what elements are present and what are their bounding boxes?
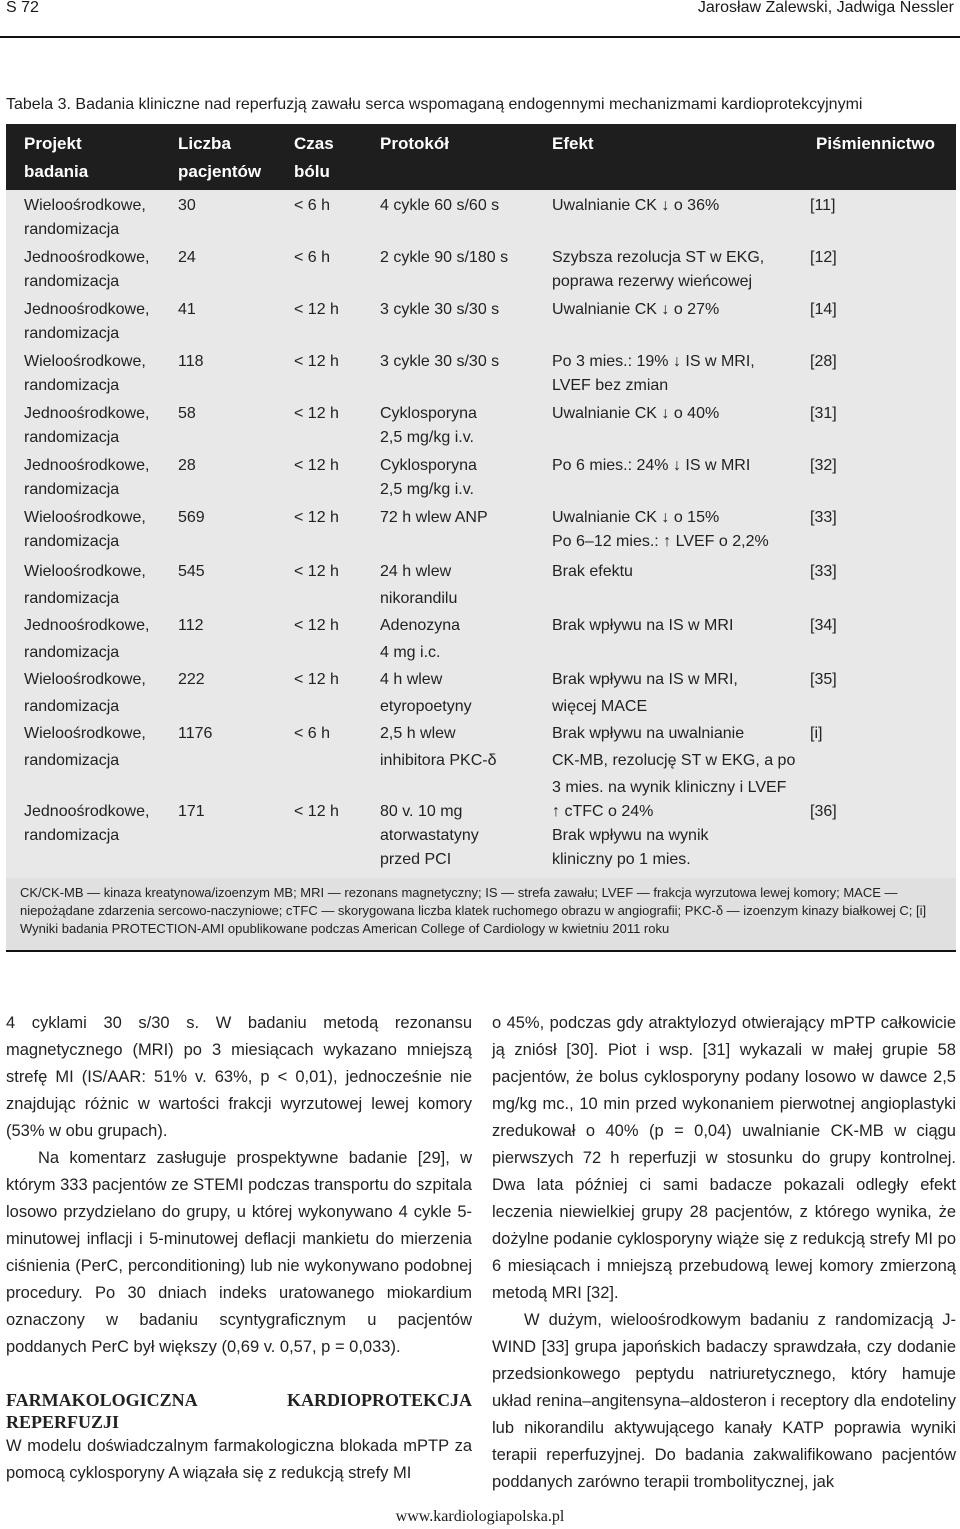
table-header (6, 124, 956, 190)
section-heading: FARMAKOLOGICZNA KARDIOPROTEKCJA REPERFUZJI (6, 1390, 472, 1432)
cell-reference: [14] (810, 301, 837, 318)
cell-protocol: 2 cykle 90 s/180 s (380, 249, 509, 266)
cell-design: Wieloośrodkowe, randomizacja (24, 671, 146, 715)
cell-effect: Uwalnianie CK ↓ o 36% (552, 197, 720, 214)
cell-effect: Po 3 mies.: 19% ↓ IS w MRI, LVEF bez zmian (552, 353, 755, 394)
cell-reference: [12] (810, 249, 837, 266)
cell-protocol: 2,5 h wlew inhibitora PKC-δ (380, 725, 497, 769)
paragraph: W dużym, wieloośrodkowym badaniu z randomizacją J-WIND [33] grupa japońskich badaczy sprawdzała, czy dodanie przedsionkowego peptydu natriuretycznego, który hamuje układ renina–angitensyna–aldosteron i receptory dla endoteliny lub nikorandilu aktywującego kanały KATP poprawia wyniki terapii reperfuzyjnej. Do badania zakwalifikowano pacjentów poddanych zarówno terapii trombolitycznej, jak (492, 1311, 956, 1491)
cell-patients: 58 (178, 405, 196, 422)
cell-effect: Brak wpływu na uwalnianie CK-MB, rezolucję ST w EKG, a po 3 mies. na wynik kliniczny i LVEF (552, 725, 796, 796)
table-bottom-rule (6, 950, 956, 952)
table-caption (6, 96, 956, 114)
running-header (0, 0, 960, 22)
cell-effect: ↑ cTFC o 24% Brak wpływu na wynik kliniczny po 1 mies. (552, 803, 709, 868)
caption-label: Tabela 3. (6, 96, 71, 113)
col-header-effect: Efekt (552, 134, 594, 153)
cell-design: Jednoośrodkowe, randomizacja (24, 617, 150, 661)
cell-effect: Brak efektu (552, 563, 633, 580)
caption-text: Badania kliniczne nad reperfuzją zawału serca wspomaganą endogennymi mechanizmami kardioprotekcyjnymi (75, 96, 863, 113)
cell-effect: Uwalnianie CK ↓ o 27% (552, 301, 720, 318)
cell-protocol: 72 h wlew ANP (380, 509, 488, 526)
cell-pain-time: < 12 h (294, 509, 339, 526)
cell-protocol: 4 cykle 60 s/60 s (380, 197, 500, 214)
cell-patients: 545 (178, 563, 205, 580)
cell-protocol: 24 h wlew nikorandilu (380, 563, 458, 607)
cell-design: Jednoośrodkowe, randomizacja (24, 301, 150, 342)
cell-design: Wieloośrodkowe, randomizacja (24, 563, 146, 607)
table-body (6, 190, 956, 878)
cell-effect: Uwalnianie CK ↓ o 40% (552, 405, 720, 422)
cell-pain-time: < 12 h (294, 301, 339, 318)
cell-protocol: Cyklosporyna 2,5 mg/kg i.v. (380, 457, 477, 498)
cell-patients: 222 (178, 671, 205, 688)
cell-effect: Szybsza rezolucja ST w EKG, poprawa rezerwy wieńcowej (552, 249, 765, 290)
cell-reference: [32] (810, 457, 837, 474)
header-rule (0, 36, 960, 38)
cell-design: Wieloośrodkowe, randomizacja (24, 509, 146, 550)
paragraph: 4 cyklami 30 s/30 s. W badaniu metodą rezonansu magnetycznego (MRI) po 3 miesiącach wykazano mniejszą strefę MI (IS/AAR: 51% v. 63%, p < 0,01), jednocześnie nie znajdując różnic w wartości frakcji wyrzutowej lewej komory (53% w obu grupach). (6, 1014, 472, 1140)
cell-pain-time: < 12 h (294, 563, 339, 580)
cell-reference: [31] (810, 405, 837, 422)
cell-protocol: 80 v. 10 mg atorwastatyny przed PCI (380, 803, 479, 868)
col-header-patients: Liczba pacjentów (178, 134, 262, 181)
cell-effect: Brak wpływu na IS w MRI, więcej MACE (552, 671, 738, 715)
body-column-left (6, 1010, 472, 1487)
cell-effect: Brak wpływu na IS w MRI (552, 617, 734, 634)
cell-protocol: Cyklosporyna 2,5 mg/kg i.v. (380, 405, 477, 446)
cell-patients: 112 (178, 617, 204, 634)
header-authors: Jarosław Zalewski, Jadwiga Nessler (697, 0, 954, 16)
cell-pain-time: < 12 h (294, 405, 339, 422)
cell-reference: [33] (810, 509, 837, 526)
cell-design: Jednoośrodkowe, randomizacja (24, 457, 150, 498)
cell-patients: 569 (178, 509, 205, 526)
cell-design: Wieloośrodkowe, randomizacja (24, 353, 146, 394)
paragraph: Na komentarz zasługuje prospektywne badanie [29], w którym 333 pacjentów ze STEMI podczas transportu do szpitala losowo przydzielano do grupy, u której wykonywano 4 cykle 5-minutowej inflacji i 5-minutowej deflacji mankietu do mierzenia ciśnienia (PerC, perconditioning) lub nie wykonywano podobnej procedury. Po 30 dniach indeks uratowanego miokardium oznaczony w badaniu scyntygraficznym u pacjentów poddanych PerC był większy (0,69 v. 0,57, p = 0,033). (6, 1149, 472, 1356)
col-header-pain-time: Czas bólu (294, 134, 334, 181)
page-number: S 72 (6, 0, 39, 16)
cell-pain-time: < 6 h (294, 197, 331, 214)
cell-pain-time: < 12 h (294, 803, 339, 820)
cell-reference: [28] (810, 353, 837, 370)
cell-protocol: Adenozyna 4 mg i.c. (380, 617, 461, 661)
cell-design: Jednoośrodkowe, randomizacja (24, 405, 150, 446)
col-header-protocol: Protokół (380, 134, 449, 153)
cell-reference: [i] (810, 725, 823, 742)
cell-effect: Po 6 mies.: 24% ↓ IS w MRI (552, 457, 751, 474)
cell-reference: [35] (810, 671, 837, 688)
cell-pain-time: < 6 h (294, 249, 331, 266)
table-footnote: CK/CK-MB — kinaza kreatynowa/izoenzym MB; MRI — rezonans magnetyczny; IS — strefa zawału; LVEF — frakcja wyrzutowa lewej komory; MACE — niepożądane zdarzenia sercowo-naczyniowe; cTFC — skorygowana liczba klatek ruchomego obrazu w angiografii; PKC-δ — izoenzym kinazy białkowej C; [i] Wyniki badania PROTECTION-AMI opublikowane podczas American College of Cardiology w kwietniu 2011 roku (6, 878, 956, 950)
footer-url: www.kardiologiapolska.pl (395, 1508, 565, 1525)
cell-patients: 24 (178, 249, 196, 266)
cell-protocol: 3 cykle 30 s/30 s (380, 301, 500, 318)
cell-patients: 28 (178, 457, 196, 474)
cell-pain-time: < 6 h (294, 725, 331, 742)
col-header-references: Piśmiennictwo (816, 134, 936, 153)
cell-protocol: 3 cykle 30 s/30 s (380, 353, 500, 370)
cell-design: Wieloośrodkowe, randomizacja (24, 197, 146, 238)
paragraph: o 45%, podczas gdy atraktylozyd otwierający mPTP całkowicie ją zniósł [30]. Piot i wsp. [31] wykazali w małej grupie 58 pacjentów, że bolus cyklosporyny podany losowo w dawce 2,5 mg/kg mc., 10 min przed wykonaniem pierwotnej angioplastyki zredukował o 40% (p = 0,04) uwalnianie CK-MB w ciągu pierwszych 72 h reperfuzji w stosunku do grupy kontrolnej. Dwa lata później ci sami badacze pokazali odległy efekt leczenia niewielkiej grupy 28 pacjentów, z którego wynika, że dożylne podanie cyklosporyny wiąże się z redukcją strefy MI po 6 miesiącach i mniejszą przebudową lewej komory zmierzoną metodą MRI [32]. (492, 1014, 956, 1302)
cell-design: Wieloośrodkowe, randomizacja (24, 725, 146, 769)
cell-reference: [11] (810, 197, 836, 214)
cell-patients: 171 (178, 803, 205, 820)
cell-patients: 41 (178, 301, 196, 318)
cell-pain-time: < 12 h (294, 617, 339, 634)
cell-patients: 118 (178, 353, 204, 370)
cell-protocol: 4 h wlew etyropoetyny (380, 671, 472, 715)
cell-patients: 30 (178, 197, 196, 214)
cell-reference: [33] (810, 563, 837, 580)
cell-pain-time: < 12 h (294, 671, 339, 688)
col-header-design: Projekt badania (24, 134, 89, 181)
cell-design: Jednoośrodkowe, randomizacja (24, 803, 150, 844)
cell-pain-time: < 12 h (294, 457, 339, 474)
cell-pain-time: < 12 h (294, 353, 339, 370)
cell-effect: Uwalnianie CK ↓ o 15% Po 6–12 mies.: ↑ LVEF o 2,2% (552, 509, 769, 550)
cell-design: Jednoośrodkowe, randomizacja (24, 249, 150, 290)
cell-patients: 1176 (178, 725, 213, 742)
cell-reference: [34] (810, 617, 837, 634)
cell-reference: [36] (810, 803, 837, 820)
paragraph: W modelu doświadczalnym farmakologiczna blokada mPTP za pomocą cyklosporyny A wiązała się z redukcją strefy MI (6, 1437, 472, 1482)
body-column-right (492, 1010, 956, 1496)
